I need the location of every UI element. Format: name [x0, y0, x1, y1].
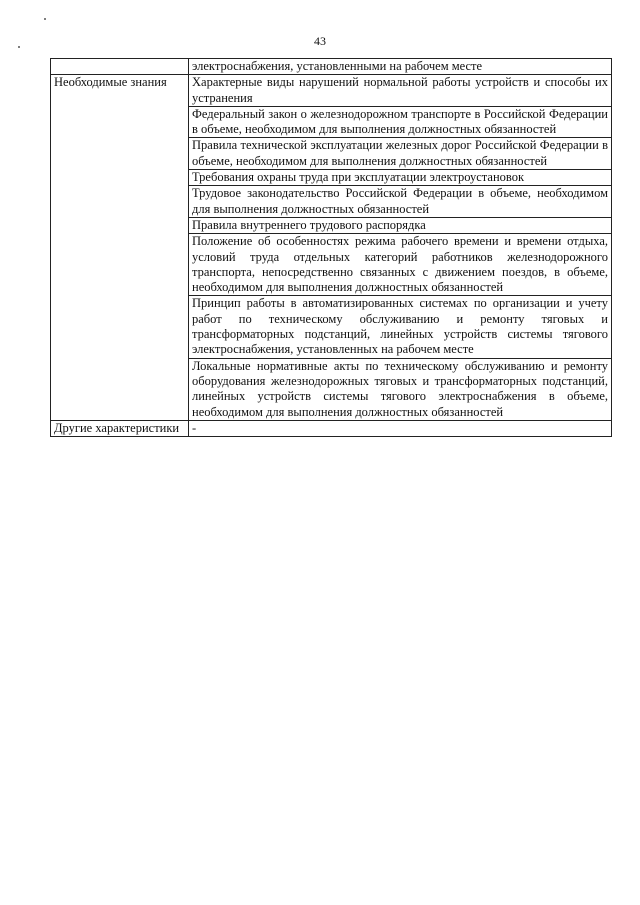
requirement-cell: Принцип работы в автоматизированных системах по организации и учету работ по техническому обслуживанию и ремонту тяговых и трансформаторных подстанций, линейных устройств системы тягового электроснабжения, установленных на рабочем месте	[189, 296, 612, 358]
scan-speck	[18, 46, 20, 48]
table-body	[51, 59, 612, 437]
requirement-cell: Требования охраны труда при эксплуатации электроустановок	[189, 170, 612, 186]
requirement-cell: электроснабжения, установленными на рабочем месте	[189, 59, 612, 75]
table-row	[51, 420, 612, 436]
row-label-cell: Другие характеристики	[51, 420, 189, 436]
row-label-cell	[51, 59, 189, 75]
requirement-cell: -	[189, 420, 612, 436]
scan-speck	[44, 18, 46, 20]
requirement-cell: Положение об особенностях режима рабочего времени и времени отдыха, условий труда отдельных категорий работников железнодорожного транспорта, непосредственно связанных с движением поездов, в объеме, необходимом для выполнения должностных обязанностей	[189, 234, 612, 296]
requirement-cell: Локальные нормативные акты по техническому обслуживанию и ремонту оборудования железнодорожных тяговых и трансформаторных подстанций, линейных устройств системы тягового электроснабжения в объеме, необходимом для выполнения должностных обязанностей	[189, 358, 612, 420]
requirement-cell: Правила внутреннего трудового распорядка	[189, 217, 612, 233]
table-row	[51, 59, 612, 75]
requirement-cell: Характерные виды нарушений нормальной работы устройств и способы их устранения	[189, 75, 612, 107]
table-row	[51, 75, 612, 107]
requirement-cell: Правила технической эксплуатации железных дорог Российской Федерации в объеме, необходимом для выполнения должностных обязанностей	[189, 138, 612, 170]
requirement-cell: Трудовое законодательство Российской Федерации в объеме, необходимом для выполнения должностных обязанностей	[189, 186, 612, 218]
row-label-cell: Необходимые знания	[51, 75, 189, 421]
page-number: 43	[314, 34, 326, 48]
requirement-cell: Федеральный закон о железнодорожном транспорте в Российской Федерации в объеме, необходимом для выполнения должностных обязанностей	[189, 106, 612, 138]
qualification-table	[50, 58, 612, 437]
